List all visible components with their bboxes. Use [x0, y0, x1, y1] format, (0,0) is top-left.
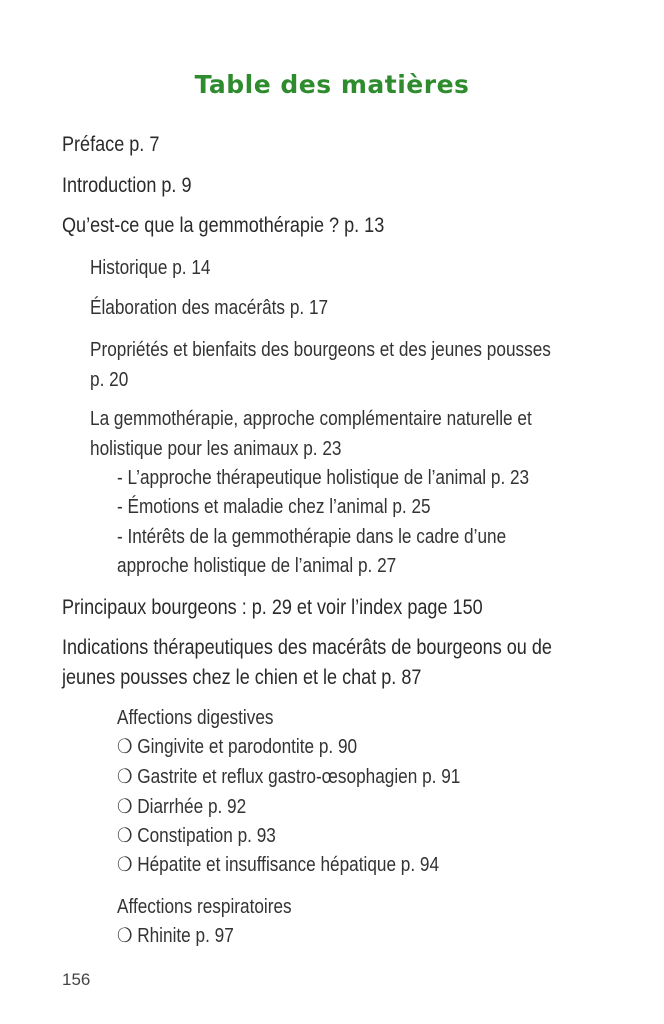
toc-item-gingivite: ❍ Gingivite et parodontite p. 90: [117, 736, 358, 758]
toc-subsubentry-emotions: - Émotions et maladie chez l’animal p. 25: [117, 496, 431, 518]
toc-subentry-proprietes-page: p. 20: [90, 369, 129, 391]
toc-item-hepatite: ❍ Hépatite et insuffisance hépatique p. 94: [117, 854, 440, 876]
toc-entry-principaux-bourgeons: Principaux bourgeons : p. 29 et voir l’index page 150: [62, 596, 483, 619]
toc-entry-gemmotherapie: Qu’est-ce que la gemmothérapie ? p. 13: [62, 214, 385, 237]
toc-subentry-approche: La gemmothérapie, approche complémentaire naturelle et: [90, 408, 532, 430]
toc-subsubentry-approche-therapeutique: - L’approche thérapeutique holistique de l’animal p. 23: [117, 467, 530, 489]
toc-subentry-approche-cont: holistique pour les animaux p. 23: [90, 438, 342, 460]
toc-entry-indications: Indications thérapeutiques des macérâts de bourgeons ou de: [62, 636, 552, 659]
toc-subsubentry-interets: - Intérêts de la gemmothérapie dans le cadre d’une: [117, 526, 507, 548]
page-number: 156: [62, 970, 91, 989]
toc-subentry-elaboration: Élaboration des macérâts p. 17: [90, 297, 329, 319]
toc-subentry-proprietes: Propriétés et bienfaits des bourgeons et des jeunes pousses: [90, 339, 551, 361]
toc-entry-introduction: Introduction p. 9: [62, 174, 192, 197]
toc-subentry-historique: Historique p. 14: [90, 257, 211, 279]
toc-title: Table des matières: [194, 70, 470, 99]
toc-section-digestives: Affections digestives: [117, 707, 274, 729]
toc-section-respiratoires: Affections respiratoires: [117, 896, 292, 918]
toc-item-gastrite: ❍ Gastrite et reflux gastro-œsophagien p. 91: [117, 766, 461, 788]
toc-subsubentry-interets-cont: approche holistique de l’animal p. 27: [117, 555, 397, 577]
toc-entry-preface: Préface p. 7: [62, 133, 160, 156]
toc-entry-indications-cont: jeunes pousses chez le chien et le chat p. 87: [62, 666, 422, 689]
toc-item-constipation: ❍ Constipation p. 93: [117, 825, 276, 847]
toc-item-diarrhee: ❍ Diarrhée p. 92: [117, 796, 247, 818]
toc-item-rhinite: ❍ Rhinite p. 97: [117, 925, 234, 947]
